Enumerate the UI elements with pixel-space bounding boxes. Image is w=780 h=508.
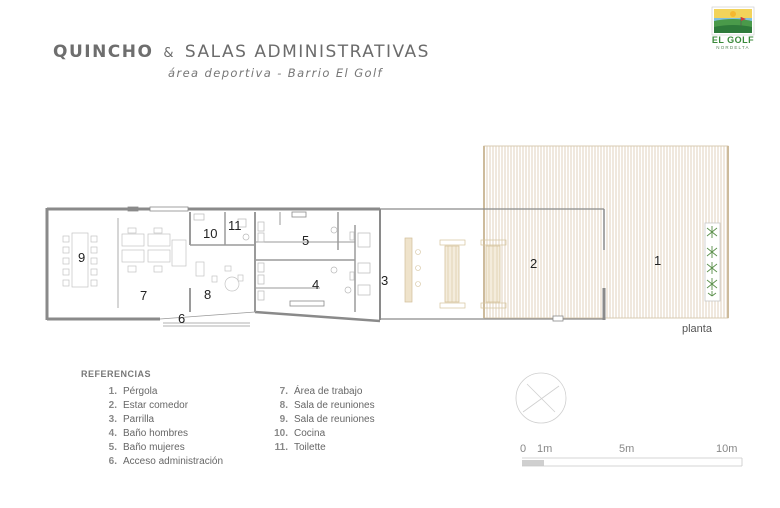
parrilla bbox=[405, 238, 421, 302]
room-label-8: 8 bbox=[204, 287, 212, 302]
north-arrow-icon bbox=[516, 373, 566, 423]
reference-item-9: 9. Sala de reuniones bbox=[279, 414, 375, 425]
scale-label-1m: 1m bbox=[537, 443, 553, 455]
pergola-area bbox=[484, 146, 728, 318]
room-label-11: 11 bbox=[228, 218, 242, 233]
reference-item-2: 2. Estar comedor bbox=[108, 400, 189, 411]
room-label-7: 7 bbox=[140, 288, 148, 303]
room-label-2: 2 bbox=[530, 256, 538, 271]
page-subtitle: área deportiva - Barrio El Golf bbox=[168, 66, 383, 80]
dining-table-1 bbox=[440, 240, 465, 308]
reference-item-4: 4. Baño hombres bbox=[108, 428, 189, 439]
work-desks-7 bbox=[122, 228, 186, 272]
scale-label-5m: 5m bbox=[619, 443, 635, 455]
scale-label-10m: 10m bbox=[716, 443, 738, 455]
reference-item-8: 8. Sala de reuniones bbox=[279, 400, 375, 411]
logo-name: EL GOLF bbox=[711, 35, 755, 45]
room-label-6: 6 bbox=[178, 311, 186, 326]
reference-item-5: 5. Baño mujeres bbox=[108, 442, 185, 453]
room-label-10: 10 bbox=[203, 226, 218, 241]
room-label-4: 4 bbox=[312, 277, 320, 292]
room-label-9: 9 bbox=[78, 250, 86, 265]
reference-item-11: 11. Toilette bbox=[274, 442, 326, 453]
reference-item-7: 7. Área de trabajo bbox=[279, 386, 363, 397]
reference-item-1: 1. Pérgola bbox=[108, 386, 158, 397]
room-label-5: 5 bbox=[302, 233, 310, 248]
title-rest: SALAS ADMINISTRATIVAS bbox=[184, 42, 430, 62]
reference-item-6: 6. Acceso administración bbox=[108, 456, 224, 467]
title-bold: QUINCHO bbox=[53, 42, 154, 62]
room-label-1: 1 bbox=[654, 253, 662, 268]
logo-subtitle: NORDELTA bbox=[716, 45, 750, 50]
scale-label-0: 0 bbox=[520, 443, 527, 455]
references-title: REFERENCIAS bbox=[81, 369, 152, 379]
reference-item-3: 3. Parrilla bbox=[108, 414, 155, 425]
reference-item-10: 10. Cocina bbox=[274, 428, 326, 439]
title-ampersand: & bbox=[163, 46, 176, 61]
plan-label: planta bbox=[682, 323, 712, 335]
planter-icon bbox=[705, 223, 720, 301]
room-label-3: 3 bbox=[381, 273, 389, 288]
scale-bar bbox=[522, 458, 742, 466]
entrance-access bbox=[160, 312, 255, 326]
